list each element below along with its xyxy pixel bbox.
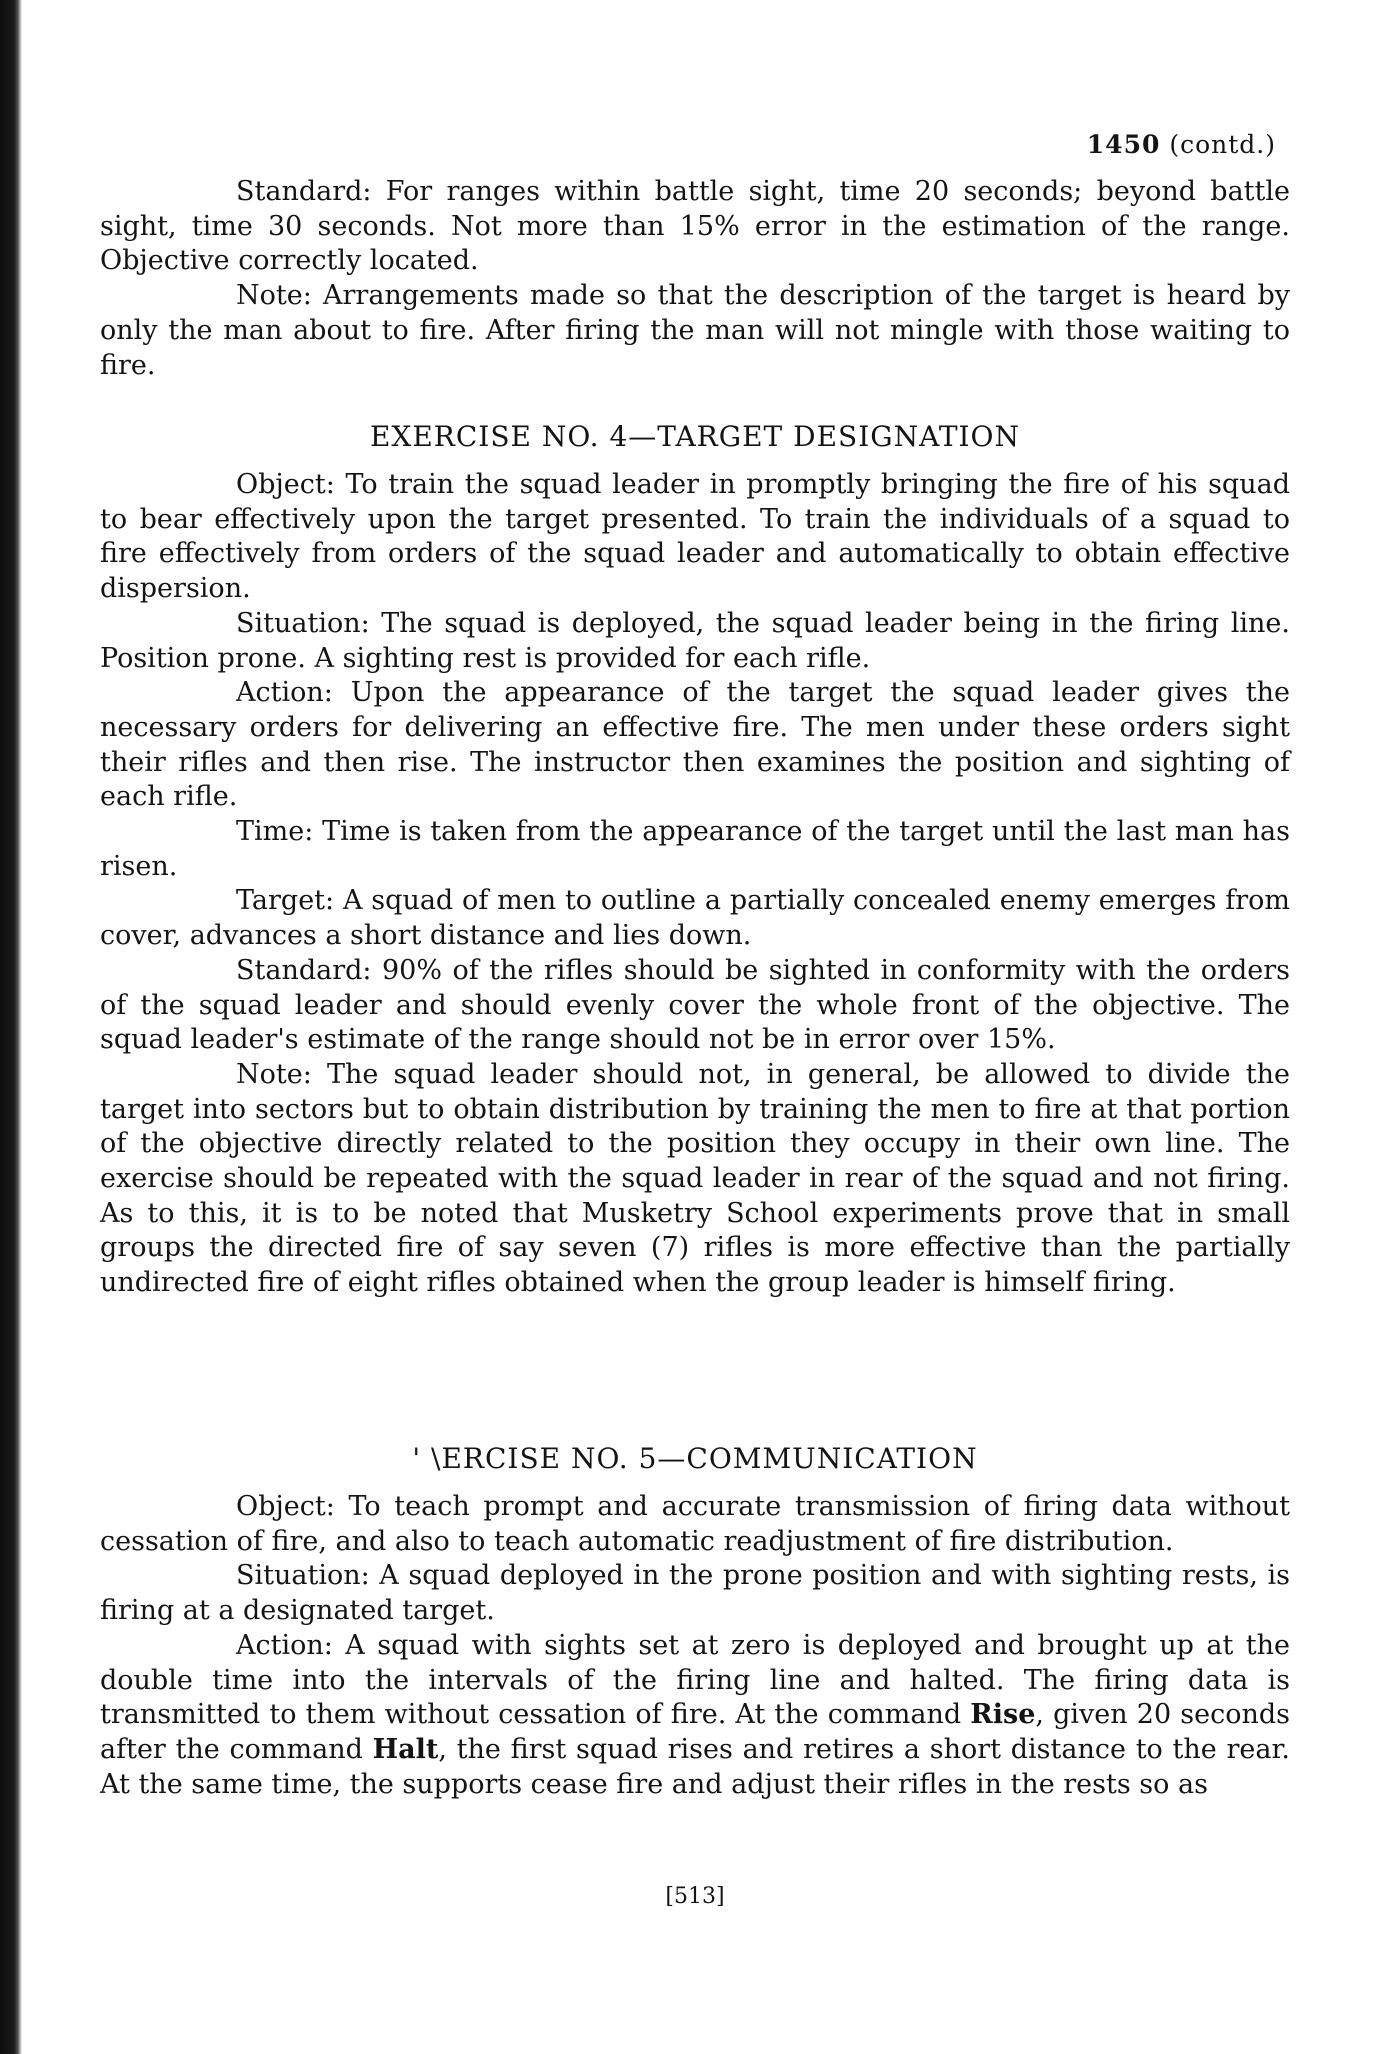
exercise-4-standard: Standard: 90% of the rifles should be sighted in conformity with the orders of the squad leader and should evenly cover the whole front of the objective. The squad leader's estimate of the range should not be in error over 15%.	[100, 954, 1290, 1056]
exercise-4-heading: EXERCISE NO. 4—TARGET DESIGNATION	[369, 420, 1021, 453]
exercise-5-action	[100, 1629, 1290, 1803]
exercise-4-time: Time: Time is taken from the appearance of the target until the last man has risen.	[100, 816, 1290, 882]
exercise-5-action-part2: , given 20 seconds after the command	[100, 1699, 1291, 1765]
exercise-4-object: Object: To train the squad leader in promptly bringing the fire of his squad to bear effectively upon the target presented. To train the individuals of a squad to fire effectively from orders of the squad leader and automatically to obtain effective dispersion.	[100, 469, 1290, 605]
exercise-4-situation: Situation: The squad is deployed, the squad leader being in the firing line. Position prone. A sighting rest is provided for each rifle.	[100, 607, 1290, 674]
exercise-4-body	[100, 468, 1290, 1301]
exercise-4-note: Note: The squad leader should not, in general, be allowed to divide the target into sectors but to obtain distribution by training the men to fire at that portion of the objective directly related to the position they occupy in their own line. The exercise should be repeated with the squad leader in rear of the squad and not firing. As to this, it is to be noted that Musketry School experiments prove that in small groups the directed fire of say seven (7) rifles is more effective than the partially undirected fire of eight rifles obtained when the group leader is himself firing.	[100, 1058, 1290, 1299]
binding-edge	[0, 0, 22, 2054]
command-halt: Halt	[372, 1733, 439, 1765]
exercise-5-action-part3: , the first squad rises and retires a short distance to the rear. At the same time, the supports cease fire and adjust their rifles in the rests so as	[100, 1733, 1290, 1800]
exercise-5-body	[100, 1490, 1290, 1802]
exercise-4-target: Target: A squad of men to outline a partially concealed enemy emerges from cover, advances a short distance and lies down.	[100, 885, 1290, 952]
intro-note-paragraph: Note: Arrangements made so that the description of the target is heard by only the man about to fire. After firing the man will not mingle with those waiting to fire.	[100, 280, 1290, 381]
page-header	[1087, 130, 1276, 159]
exercise-5-heading: ' \ERCISE NO. 5—COMMUNICATION	[412, 1442, 978, 1475]
page-footer-number: [513]	[665, 1884, 725, 1909]
intro-block	[100, 175, 1290, 383]
command-rise: Rise	[970, 1699, 1036, 1731]
page-header-number: 1450	[1086, 130, 1161, 159]
exercise-5-action-part1: Action: A squad with sights set at zero is deployed and brought up at the double time into the intervals of the firing line and halted. The firing data is transmitted to them without cessation of fire. At the command	[100, 1629, 1290, 1731]
intro-standard-paragraph: Standard: For ranges within battle sight, time 20 seconds; beyond battle sight, time 30 seconds. Not more than 15% error in the estimation of the range. Objective correctly located.	[100, 176, 1290, 277]
document-page	[100, 0, 1290, 2054]
page-header-suffix: (contd.)	[1169, 130, 1276, 159]
exercise-4-action: Action: Upon the appearance of the target the squad leader gives the necessary orders for delivering an effective fire. The men under these orders sight their rifles and then rise. The instructor then examines the position and sighting of each rifle.	[100, 677, 1290, 813]
exercise-5-object: Object: To teach prompt and accurate transmission of firing data without cessation of fire, and also to teach automatic readjustment of fire distribution.	[100, 1491, 1290, 1557]
exercise-5-situation: Situation: A squad deployed in the prone position and with sighting rests, is firing at a designated target.	[100, 1560, 1290, 1627]
